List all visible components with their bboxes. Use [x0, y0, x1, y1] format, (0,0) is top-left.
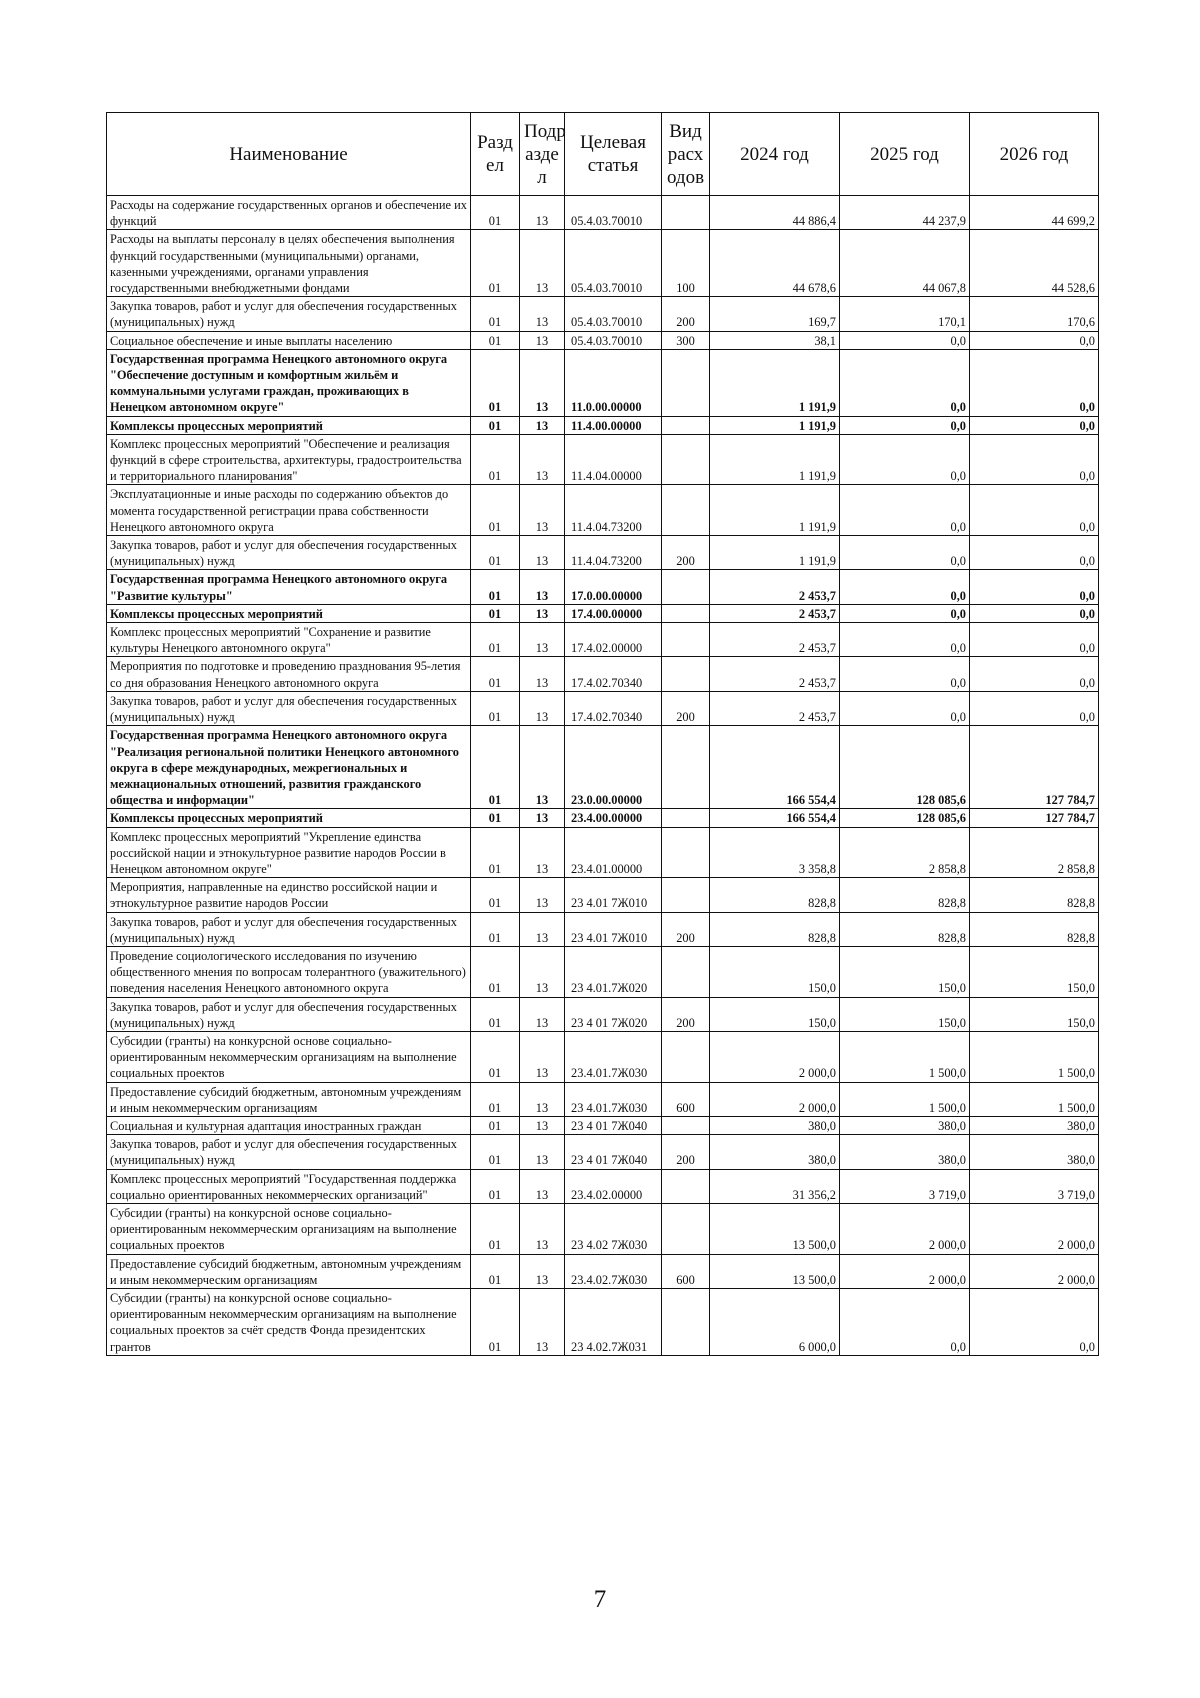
table-row [107, 623, 1099, 657]
row-expense-type: 200 [662, 912, 710, 946]
row-expense-type [662, 416, 710, 434]
header-year-2026: 2026 год [970, 113, 1099, 196]
row-name: Комплекс процессных мероприятий "Укрепление единства российской нации и этнокультурное развитие народов России в Ненецком автономном округе" [107, 827, 471, 878]
row-section: 01 [471, 196, 520, 230]
row-expense-type [662, 657, 710, 691]
row-subsection: 13 [520, 878, 565, 912]
header-name: Наименование [107, 113, 471, 196]
row-section: 01 [471, 946, 520, 997]
row-amount-2026: 828,8 [970, 912, 1099, 946]
row-name: Комплекс процессных мероприятий "Обеспечение и реализация функций в сфере строительства, архитектуры, градостроительства и территориального планирования" [107, 434, 471, 485]
row-amount-2024: 150,0 [710, 946, 840, 997]
row-amount-2025: 44 237,9 [840, 196, 970, 230]
row-amount-2025: 0,0 [840, 1289, 970, 1356]
row-amount-2024: 3 358,8 [710, 827, 840, 878]
row-section: 01 [471, 485, 520, 536]
row-expense-type: 100 [662, 230, 710, 297]
table-body [107, 196, 1099, 1356]
row-section: 01 [471, 297, 520, 331]
row-target-article: 05.4.03.70010 [565, 297, 662, 331]
row-target-article: 23 4.02 7Ж030 [565, 1203, 662, 1254]
row-amount-2024: 2 453,7 [710, 604, 840, 622]
row-name: Расходы на выплаты персоналу в целях обеспечения выполнения функций государственными (муниципальными) органами, казенными учреждениями, органами управления государственными внебюджетными фондами [107, 230, 471, 297]
row-name: Предоставление субсидий бюджетным, автономным учреждениям и иным некоммерческим организациям [107, 1082, 471, 1116]
row-section: 01 [471, 349, 520, 416]
row-target-article: 05.4.03.70010 [565, 230, 662, 297]
row-target-article: 11.4.04.00000 [565, 434, 662, 485]
row-amount-2026: 0,0 [970, 331, 1099, 349]
header-subsection: Подр азде л [520, 113, 565, 196]
table-row [107, 1169, 1099, 1203]
row-subsection: 13 [520, 1031, 565, 1082]
row-expense-type: 200 [662, 1135, 710, 1169]
row-subsection: 13 [520, 570, 565, 604]
row-name: Мероприятия по подготовке и проведению празднования 95-летия со дня образования Ненецкого автономного округа [107, 657, 471, 691]
row-section: 01 [471, 1169, 520, 1203]
row-amount-2024: 2 000,0 [710, 1082, 840, 1116]
row-name: Комплексы процессных мероприятий [107, 604, 471, 622]
row-amount-2024: 13 500,0 [710, 1254, 840, 1288]
table-row [107, 827, 1099, 878]
row-name: Расходы на содержание государственных органов и обеспечение их функций [107, 196, 471, 230]
table-row [107, 331, 1099, 349]
row-expense-type [662, 1031, 710, 1082]
row-target-article: 11.0.00.00000 [565, 349, 662, 416]
row-name: Закупка товаров, работ и услуг для обеспечения государственных (муниципальных) нужд [107, 297, 471, 331]
row-amount-2026: 1 500,0 [970, 1031, 1099, 1082]
row-section: 01 [471, 1254, 520, 1288]
table-row [107, 416, 1099, 434]
row-name: Комплекс процессных мероприятий "Сохранение и развитие культуры Ненецкого автономного округа" [107, 623, 471, 657]
row-expense-type [662, 1169, 710, 1203]
row-amount-2026: 2 000,0 [970, 1254, 1099, 1288]
table-row [107, 1289, 1099, 1356]
row-subsection: 13 [520, 691, 565, 725]
row-name: Субсидии (гранты) на конкурсной основе социально-ориентированным некоммерческим организациям на выполнение социальных проектов [107, 1031, 471, 1082]
row-expense-type [662, 604, 710, 622]
row-amount-2025: 0,0 [840, 434, 970, 485]
row-expense-type [662, 878, 710, 912]
row-subsection: 13 [520, 416, 565, 434]
row-target-article: 05.4.03.70010 [565, 331, 662, 349]
row-subsection: 13 [520, 1082, 565, 1116]
row-name: Закупка товаров, работ и услуг для обеспечения государственных (муниципальных) нужд [107, 536, 471, 570]
row-amount-2026: 2 000,0 [970, 1203, 1099, 1254]
row-amount-2025: 3 719,0 [840, 1169, 970, 1203]
row-amount-2026: 170,6 [970, 297, 1099, 331]
row-expense-type: 200 [662, 997, 710, 1031]
row-subsection: 13 [520, 912, 565, 946]
row-name: Социальная и культурная адаптация иностранных граждан [107, 1116, 471, 1134]
row-amount-2024: 150,0 [710, 997, 840, 1031]
row-expense-type: 200 [662, 297, 710, 331]
row-subsection: 13 [520, 726, 565, 809]
row-subsection: 13 [520, 1116, 565, 1134]
table-row [107, 434, 1099, 485]
row-section: 01 [471, 230, 520, 297]
row-amount-2025: 0,0 [840, 623, 970, 657]
row-subsection: 13 [520, 331, 565, 349]
table-row [107, 946, 1099, 997]
row-amount-2025: 2 000,0 [840, 1254, 970, 1288]
row-section: 01 [471, 536, 520, 570]
table-row [107, 570, 1099, 604]
row-amount-2026: 2 858,8 [970, 827, 1099, 878]
row-amount-2025: 1 500,0 [840, 1082, 970, 1116]
row-subsection: 13 [520, 434, 565, 485]
row-target-article: 23.4.02.00000 [565, 1169, 662, 1203]
row-amount-2025: 0,0 [840, 691, 970, 725]
row-subsection: 13 [520, 657, 565, 691]
row-expense-type: 200 [662, 536, 710, 570]
budget-table [106, 112, 1099, 1356]
row-target-article: 05.4.03.70010 [565, 196, 662, 230]
row-amount-2026: 0,0 [970, 434, 1099, 485]
row-amount-2025: 128 085,6 [840, 726, 970, 809]
row-target-article: 23 4.01.7Ж020 [565, 946, 662, 997]
row-expense-type [662, 1203, 710, 1254]
header-year-2025: 2025 год [840, 113, 970, 196]
row-expense-type [662, 946, 710, 997]
row-subsection: 13 [520, 997, 565, 1031]
row-amount-2025: 828,8 [840, 878, 970, 912]
row-section: 01 [471, 1116, 520, 1134]
row-section: 01 [471, 1031, 520, 1082]
row-amount-2024: 380,0 [710, 1116, 840, 1134]
row-section: 01 [471, 1082, 520, 1116]
row-amount-2024: 1 191,9 [710, 349, 840, 416]
row-subsection: 13 [520, 1254, 565, 1288]
row-amount-2024: 169,7 [710, 297, 840, 331]
row-amount-2025: 0,0 [840, 416, 970, 434]
row-amount-2026: 380,0 [970, 1135, 1099, 1169]
row-amount-2026: 0,0 [970, 536, 1099, 570]
row-amount-2024: 2 453,7 [710, 570, 840, 604]
table-row [107, 809, 1099, 827]
table-row [107, 1031, 1099, 1082]
row-target-article: 17.4.00.00000 [565, 604, 662, 622]
row-expense-type [662, 349, 710, 416]
row-amount-2024: 2 453,7 [710, 623, 840, 657]
row-name: Мероприятия, направленные на единство российской нации и этнокультурное развитие народов России [107, 878, 471, 912]
row-amount-2026: 0,0 [970, 349, 1099, 416]
row-subsection: 13 [520, 297, 565, 331]
row-section: 01 [471, 1203, 520, 1254]
row-name: Закупка товаров, работ и услуг для обеспечения государственных (муниципальных) нужд [107, 912, 471, 946]
row-expense-type: 300 [662, 331, 710, 349]
row-name: Закупка товаров, работ и услуг для обеспечения государственных (муниципальных) нужд [107, 691, 471, 725]
row-subsection: 13 [520, 485, 565, 536]
row-target-article: 23.4.00.00000 [565, 809, 662, 827]
row-section: 01 [471, 726, 520, 809]
table-row [107, 536, 1099, 570]
row-expense-type: 600 [662, 1254, 710, 1288]
table-row [107, 1254, 1099, 1288]
row-amount-2024: 1 191,9 [710, 485, 840, 536]
row-section: 01 [471, 331, 520, 349]
row-target-article: 23 4 01 7Ж040 [565, 1135, 662, 1169]
table-row [107, 1203, 1099, 1254]
row-target-article: 23.0.00.00000 [565, 726, 662, 809]
row-amount-2025: 0,0 [840, 657, 970, 691]
row-name: Государственная программа Ненецкого автономного округа "Обеспечение доступным и комфортным жильём и коммунальными услугами граждан, проживающих в Ненецком автономном округе" [107, 349, 471, 416]
table-header-row [107, 113, 1099, 196]
row-name: Социальное обеспечение и иные выплаты населению [107, 331, 471, 349]
row-expense-type [662, 1289, 710, 1356]
row-amount-2025: 828,8 [840, 912, 970, 946]
row-amount-2024: 2 000,0 [710, 1031, 840, 1082]
row-amount-2026: 150,0 [970, 946, 1099, 997]
row-amount-2024: 166 554,4 [710, 726, 840, 809]
table-row [107, 196, 1099, 230]
row-amount-2024: 38,1 [710, 331, 840, 349]
row-expense-type: 600 [662, 1082, 710, 1116]
header-year-2024: 2024 год [710, 113, 840, 196]
table-row [107, 297, 1099, 331]
row-subsection: 13 [520, 946, 565, 997]
row-target-article: 23.4.01.00000 [565, 827, 662, 878]
table-row [107, 604, 1099, 622]
row-section: 01 [471, 827, 520, 878]
row-amount-2026: 1 500,0 [970, 1082, 1099, 1116]
row-amount-2024: 828,8 [710, 912, 840, 946]
row-name: Комплексы процессных мероприятий [107, 416, 471, 434]
row-amount-2025: 0,0 [840, 536, 970, 570]
row-amount-2026: 44 528,6 [970, 230, 1099, 297]
table-row [107, 1135, 1099, 1169]
row-amount-2025: 2 858,8 [840, 827, 970, 878]
row-amount-2024: 44 678,6 [710, 230, 840, 297]
row-name: Закупка товаров, работ и услуг для обеспечения государственных (муниципальных) нужд [107, 997, 471, 1031]
page-number: 7 [593, 1586, 607, 1613]
table-row [107, 726, 1099, 809]
row-expense-type [662, 726, 710, 809]
header-target-article: Целевая статья [565, 113, 662, 196]
row-name: Закупка товаров, работ и услуг для обеспечения государственных (муниципальных) нужд [107, 1135, 471, 1169]
row-subsection: 13 [520, 1289, 565, 1356]
row-amount-2025: 150,0 [840, 946, 970, 997]
row-section: 01 [471, 434, 520, 485]
row-subsection: 13 [520, 809, 565, 827]
table-row [107, 1082, 1099, 1116]
row-section: 01 [471, 623, 520, 657]
row-section: 01 [471, 997, 520, 1031]
row-amount-2025: 1 500,0 [840, 1031, 970, 1082]
row-amount-2026: 3 719,0 [970, 1169, 1099, 1203]
row-amount-2026: 828,8 [970, 878, 1099, 912]
table-row [107, 657, 1099, 691]
row-target-article: 17.4.02.70340 [565, 691, 662, 725]
row-target-article: 11.4.00.00000 [565, 416, 662, 434]
row-expense-type [662, 485, 710, 536]
row-amount-2024: 2 453,7 [710, 657, 840, 691]
row-expense-type [662, 1116, 710, 1134]
table-row [107, 1116, 1099, 1134]
row-amount-2026: 0,0 [970, 416, 1099, 434]
row-amount-2026: 0,0 [970, 623, 1099, 657]
row-section: 01 [471, 1135, 520, 1169]
row-amount-2024: 380,0 [710, 1135, 840, 1169]
row-name: Комплекс процессных мероприятий "Государственная поддержка социально ориентированных некоммерческих организаций" [107, 1169, 471, 1203]
row-amount-2026: 0,0 [970, 485, 1099, 536]
row-section: 01 [471, 416, 520, 434]
row-target-article: 23.4.01.7Ж030 [565, 1031, 662, 1082]
row-target-article: 23 4 01 7Ж020 [565, 997, 662, 1031]
row-name: Государственная программа Ненецкого автономного округа "Развитие культуры" [107, 570, 471, 604]
row-amount-2026: 127 784,7 [970, 726, 1099, 809]
row-target-article: 23 4.02.7Ж031 [565, 1289, 662, 1356]
table-row [107, 997, 1099, 1031]
row-amount-2024: 6 000,0 [710, 1289, 840, 1356]
row-amount-2026: 0,0 [970, 691, 1099, 725]
row-subsection: 13 [520, 1135, 565, 1169]
row-expense-type [662, 434, 710, 485]
row-amount-2026: 44 699,2 [970, 196, 1099, 230]
row-name: Эксплуатационные и иные расходы по содержанию объектов до момента государственной регистрации права собственности Ненецкого автономного округа [107, 485, 471, 536]
row-amount-2024: 31 356,2 [710, 1169, 840, 1203]
row-expense-type [662, 196, 710, 230]
row-amount-2024: 13 500,0 [710, 1203, 840, 1254]
row-target-article: 23 4 01 7Ж040 [565, 1116, 662, 1134]
row-amount-2026: 0,0 [970, 657, 1099, 691]
row-name: Субсидии (гранты) на конкурсной основе социально-ориентированным некоммерческим организациям на выполнение социальных проектов [107, 1203, 471, 1254]
row-amount-2024: 2 453,7 [710, 691, 840, 725]
table-row [107, 349, 1099, 416]
row-subsection: 13 [520, 536, 565, 570]
row-amount-2026: 380,0 [970, 1116, 1099, 1134]
row-amount-2026: 0,0 [970, 604, 1099, 622]
row-amount-2024: 828,8 [710, 878, 840, 912]
row-expense-type [662, 623, 710, 657]
row-subsection: 13 [520, 349, 565, 416]
row-amount-2025: 2 000,0 [840, 1203, 970, 1254]
row-subsection: 13 [520, 604, 565, 622]
row-target-article: 23.4.02.7Ж030 [565, 1254, 662, 1288]
row-amount-2024: 44 886,4 [710, 196, 840, 230]
table-row [107, 230, 1099, 297]
header-section: Разд ел [471, 113, 520, 196]
row-name: Государственная программа Ненецкого автономного округа "Реализация региональной политики Ненецкого автономного округа в сфере международных, межрегиональных и межнациональных отношений, развития гражданского общества и информации" [107, 726, 471, 809]
row-subsection: 13 [520, 1203, 565, 1254]
row-subsection: 13 [520, 623, 565, 657]
row-amount-2025: 0,0 [840, 349, 970, 416]
row-amount-2026: 0,0 [970, 1289, 1099, 1356]
row-section: 01 [471, 809, 520, 827]
row-target-article: 17.4.02.70340 [565, 657, 662, 691]
table-row [107, 485, 1099, 536]
row-section: 01 [471, 657, 520, 691]
row-name: Комплексы процессных мероприятий [107, 809, 471, 827]
row-amount-2024: 1 191,9 [710, 416, 840, 434]
header-expense-type: Вид расх одов [662, 113, 710, 196]
row-name: Субсидии (гранты) на конкурсной основе социально-ориентированным некоммерческим организациям на выполнение социальных проектов за счёт средств Фонда президентских грантов [107, 1289, 471, 1356]
row-target-article: 23 4.01 7Ж010 [565, 912, 662, 946]
row-expense-type [662, 570, 710, 604]
table-row [107, 878, 1099, 912]
row-name: Проведение социологического исследования по изучению общественного мнения по вопросам толерантного (уважительного) поведения населения Ненецкого автономного округа [107, 946, 471, 997]
row-subsection: 13 [520, 230, 565, 297]
row-amount-2025: 170,1 [840, 297, 970, 331]
row-amount-2026: 150,0 [970, 997, 1099, 1031]
row-section: 01 [471, 1289, 520, 1356]
row-amount-2025: 150,0 [840, 997, 970, 1031]
row-amount-2025: 44 067,8 [840, 230, 970, 297]
row-section: 01 [471, 691, 520, 725]
row-amount-2025: 0,0 [840, 485, 970, 536]
row-target-article: 11.4.04.73200 [565, 485, 662, 536]
row-subsection: 13 [520, 1169, 565, 1203]
row-amount-2025: 128 085,6 [840, 809, 970, 827]
row-amount-2025: 0,0 [840, 570, 970, 604]
row-target-article: 17.4.02.00000 [565, 623, 662, 657]
table-row [107, 912, 1099, 946]
row-amount-2025: 380,0 [840, 1135, 970, 1169]
row-amount-2025: 0,0 [840, 331, 970, 349]
row-amount-2025: 0,0 [840, 604, 970, 622]
row-amount-2024: 166 554,4 [710, 809, 840, 827]
row-expense-type [662, 827, 710, 878]
row-section: 01 [471, 604, 520, 622]
row-section: 01 [471, 570, 520, 604]
row-amount-2026: 0,0 [970, 570, 1099, 604]
row-subsection: 13 [520, 196, 565, 230]
budget-table-sheet [106, 112, 1098, 1356]
table-row [107, 691, 1099, 725]
row-amount-2024: 1 191,9 [710, 434, 840, 485]
row-target-article: 11.4.04.73200 [565, 536, 662, 570]
row-section: 01 [471, 912, 520, 946]
row-target-article: 17.0.00.00000 [565, 570, 662, 604]
row-expense-type: 200 [662, 691, 710, 725]
row-amount-2026: 127 784,7 [970, 809, 1099, 827]
row-subsection: 13 [520, 827, 565, 878]
row-amount-2025: 380,0 [840, 1116, 970, 1134]
row-expense-type [662, 809, 710, 827]
row-target-article: 23 4.01.7Ж030 [565, 1082, 662, 1116]
row-amount-2024: 1 191,9 [710, 536, 840, 570]
row-section: 01 [471, 878, 520, 912]
row-target-article: 23 4.01 7Ж010 [565, 878, 662, 912]
row-name: Предоставление субсидий бюджетным, автономным учреждениям и иным некоммерческим организациям [107, 1254, 471, 1288]
